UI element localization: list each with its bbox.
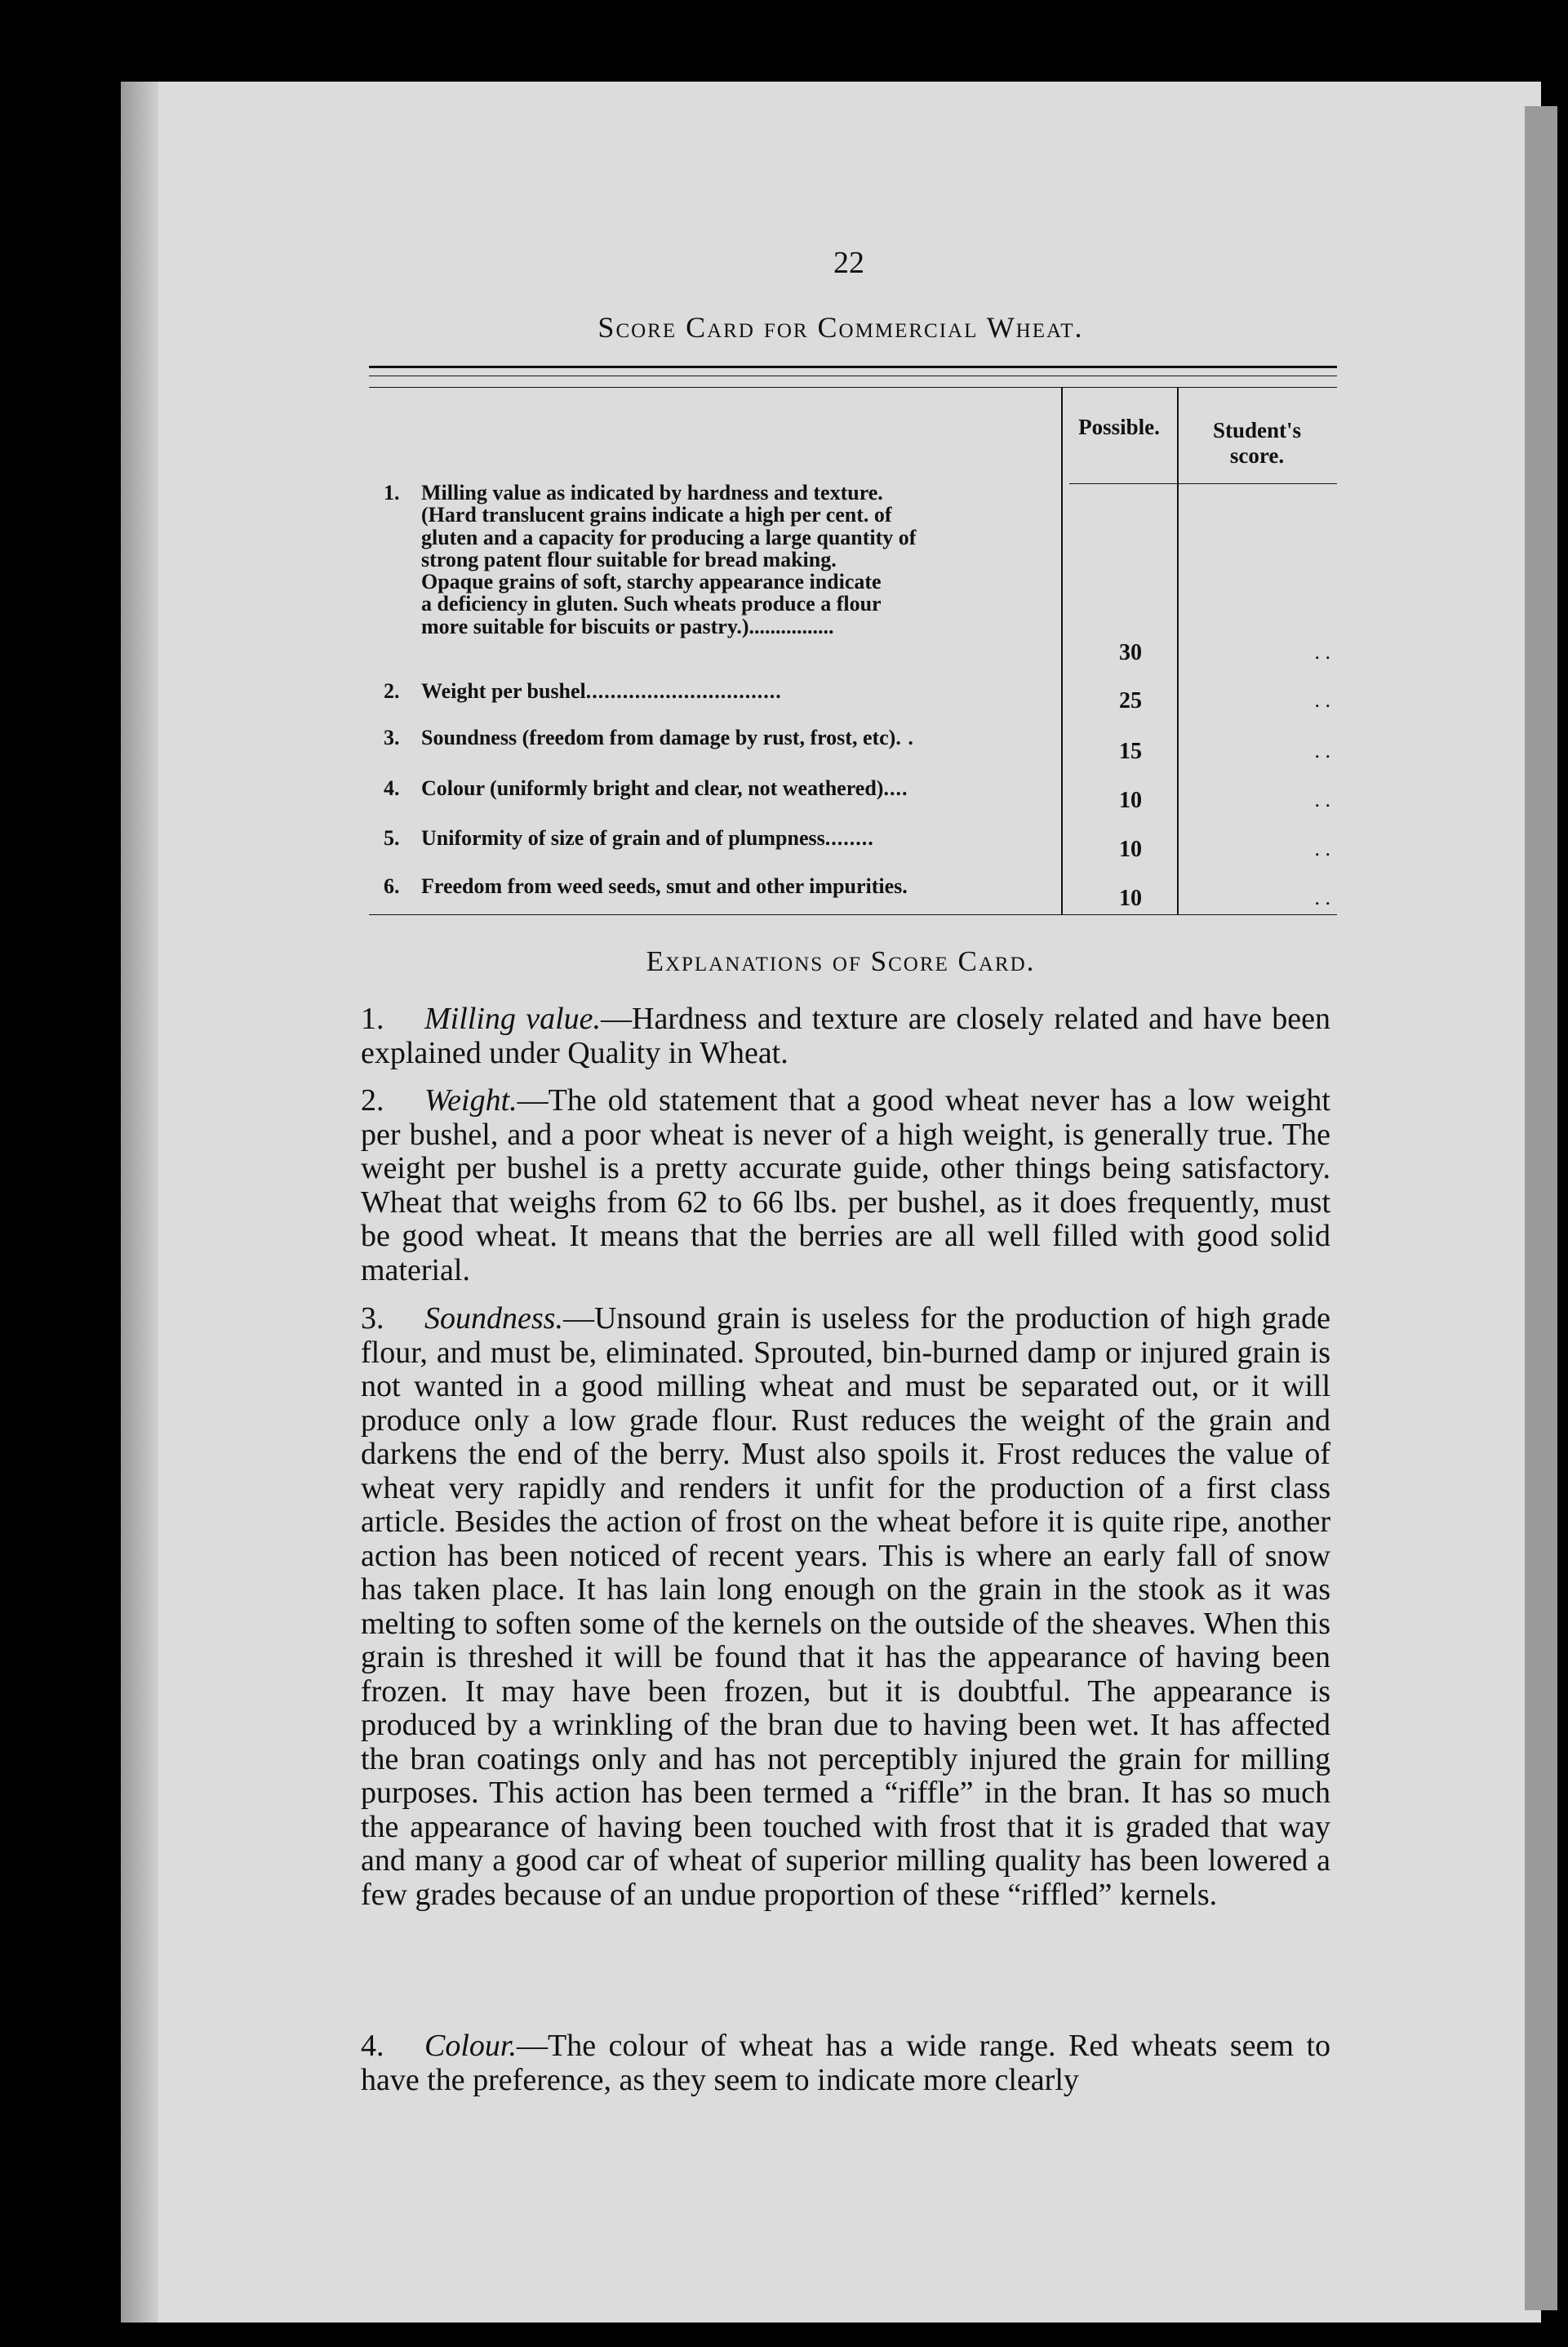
leader-dots: .... <box>883 776 908 800</box>
leader-dots: ................................ <box>585 679 782 703</box>
item-line: (Hard translucent grains indicate a high per cent. of <box>421 503 892 527</box>
explanations-title: Explanations of Score Card. <box>646 945 1036 977</box>
item-number: 6. <box>384 874 400 898</box>
item-number: 4. <box>384 776 400 800</box>
leader-dots: . <box>902 874 908 898</box>
item-line: Opaque grains of soft, starchy appearance indicate <box>421 570 882 594</box>
explanation-paragraph-4 <box>361 2029 1330 2097</box>
leader-dots: . . <box>895 726 914 749</box>
item-line: a deficiency in gluten. Such wheats produce a flour <box>421 592 882 616</box>
explanation-paragraph-3 <box>361 1302 1330 1912</box>
possible-column-header: Possible. <box>1078 415 1160 439</box>
possible-value: 10 <box>1119 886 1142 911</box>
page-binding-edge <box>121 82 158 2323</box>
possible-value: 10 <box>1119 788 1142 813</box>
table-top-rule <box>369 366 1337 368</box>
paragraph-heading: Soundness. <box>424 1301 563 1336</box>
table-bottom-rule <box>369 914 1337 915</box>
score-item-6 <box>384 875 1065 897</box>
page-number: 22 <box>833 246 864 280</box>
item-text: Freedom from weed seeds, smut and other impurities <box>421 874 903 898</box>
student-score-blank: . . <box>1314 837 1330 860</box>
explanation-paragraph-1 <box>361 1002 1330 1070</box>
item-line: more suitable for biscuits or pastry.)................ <box>421 614 834 638</box>
student-score-column-header <box>1177 418 1337 469</box>
student-header-line2: score. <box>1229 443 1285 469</box>
paragraph-text: —The old statement that a good wheat never has a low weight per bushel, and a poor wheat is never of a high weight, is generally true. The weight per bushel is a pretty accurate guide, other things being satisfactory. Wheat that weighs from 62 to 66 lbs. per bushel, as it does frequently, must be good wheat. It means that the berries are all well filled with good solid material. <box>361 1083 1330 1287</box>
page-right-edge <box>1525 106 1557 2310</box>
student-score-blank: . . <box>1314 640 1330 664</box>
paragraph-text: —Unsound grain is useless for the production of high grade flour, and must be, eliminated. Sprouted, bin-burned damp or injured grain is not wanted in a good milling wheat and must be separated out, or it will produce only a low grade flour. Rust reduces the weight of the grain and darkens the end of the berry. Must also spoils it. Frost reduces the value of wheat very rapidly and renders it unfit for the production of a first class article. Besides the action of frost on the wheat before it is quite ripe, another action has been noticed of recent years. This is where an early fall of snow has taken place. It has lain long enough on the grain in the stook as it was melting to soften some of the kernels on the outside of the sheaves. When this grain is threshed it will be found that it has the appearance of having been frozen. It may have been frozen, but it is doubtful. The appearance is produced by a wrinkling of the bran due to having been wet. It has affected the bran coatings only and has not perceptibly injured the grain for milling purposes. This action has been termed a “riffle” in the bran. It has so much the appearance of having been touched with frost that it is graded that way and many a good car of wheat of superior milling quality has been lowered a few grades because of an undue proportion of these “riffled” kernels. <box>361 1301 1330 1912</box>
item-text: Weight per bushel <box>421 679 586 703</box>
item-number: 2. <box>384 679 400 703</box>
student-header-line1: Student's <box>1212 418 1302 442</box>
paragraph-heading: Weight. <box>424 1083 517 1118</box>
possible-value: 15 <box>1119 739 1142 764</box>
paragraph-heading: Colour. <box>424 2029 517 2063</box>
item-line: gluten and a capacity for producing a large quantity of <box>421 525 917 549</box>
score-item-5 <box>384 827 1065 849</box>
possible-value: 10 <box>1119 837 1142 862</box>
paragraph-number: 2. <box>361 1083 384 1118</box>
possible-value: 30 <box>1119 640 1142 665</box>
possible-value: 25 <box>1119 688 1142 713</box>
paragraph-text: —The colour of wheat has a wide range. Red wheats seem to have the preference, as they seem to indicate more clearly <box>361 2029 1330 2097</box>
student-score-blank: . . <box>1314 788 1330 811</box>
item-number: 5. <box>384 826 400 850</box>
student-score-blank: . . <box>1314 886 1330 909</box>
explanation-paragraph-2 <box>361 1084 1330 1287</box>
score-item-4 <box>384 777 1065 799</box>
item-number: 1. <box>384 481 400 505</box>
paragraph-heading: Milling value. <box>424 1002 601 1036</box>
item-number: 3. <box>384 726 400 749</box>
table-header-bottom-rule <box>1069 483 1337 484</box>
item-text: Uniformity of size of grain and of plumpness <box>421 826 825 850</box>
item-line: Milling value as indicated by hardness and texture. <box>421 481 883 505</box>
score-card-title: Score Card for Commercial Wheat. <box>597 311 1084 344</box>
student-score-blank: . . <box>1314 739 1330 762</box>
score-item-3 <box>384 727 1065 749</box>
score-item-1 <box>384 482 1065 638</box>
item-text: Soundness (freedom from damage by rust, frost, etc) <box>421 726 896 749</box>
paragraph-number: 4. <box>361 2029 384 2063</box>
score-item-2 <box>384 680 1065 702</box>
table-header-rule <box>369 387 1337 388</box>
paragraph-number: 3. <box>361 1301 384 1336</box>
item-text: Colour (uniformly bright and clear, not weathered) <box>421 776 884 800</box>
leader-dots: ........ <box>824 826 874 850</box>
paragraph-text: —Hardness and texture are closely related and have been explained under Quality in Wheat. <box>361 1002 1330 1070</box>
student-score-blank: . . <box>1314 688 1330 712</box>
paragraph-number: 1. <box>361 1002 384 1036</box>
item-line: strong patent flour suitable for bread making. <box>421 547 837 571</box>
